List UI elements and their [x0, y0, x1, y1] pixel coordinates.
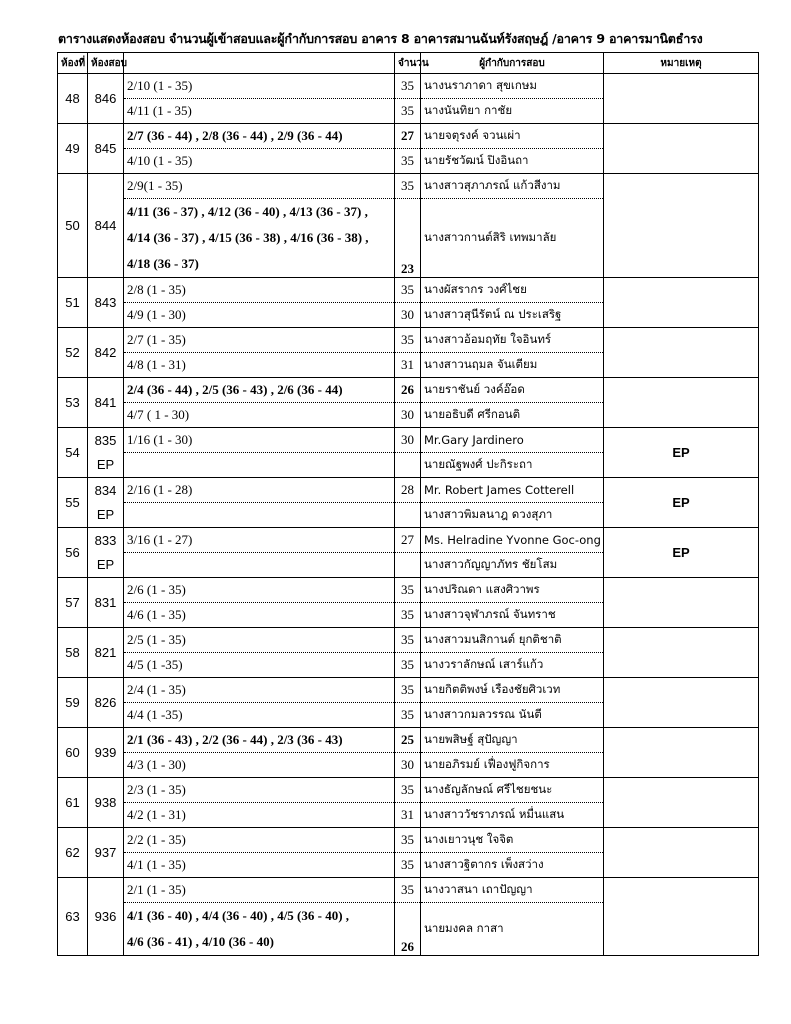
proctor-cell: นายราชันย์ วงค์อ๊อด: [421, 378, 604, 403]
note-cell: [604, 578, 759, 628]
class-range-cell: 4/9 (1 - 30): [124, 303, 395, 328]
proctor-cell: นายอภิรมย์ เฟื่องฟูกิจการ: [421, 753, 604, 778]
exam-room-cell: 938: [88, 778, 124, 828]
class-range-cell: 3/16 (1 - 27): [124, 528, 395, 553]
count-cell: 28: [395, 478, 421, 503]
proctor-cell: นางสาวมนสิกานต์ ยุกติชาติ: [421, 628, 604, 653]
class-range-cell: [124, 453, 395, 478]
exam-room-code: 833: [94, 532, 117, 548]
room-number-cell: 59: [58, 678, 88, 728]
class-range-cell: 4/10 (1 - 35): [124, 149, 395, 174]
count-cell: 35: [395, 578, 421, 603]
proctor-cell: นางสาวนฤมล จันเตียม: [421, 353, 604, 378]
table-row: [58, 124, 759, 149]
note-cell: [604, 828, 759, 878]
header-note: หมายเหตุ: [604, 53, 759, 74]
exam-room-stack: [88, 428, 123, 477]
count-cell: 35: [395, 678, 421, 703]
proctor-cell: นางสาววัชราภรณ์ หมื่นแสน: [421, 803, 604, 828]
count-cell: 35: [395, 328, 421, 353]
class-range-cell: 2/16 (1 - 28): [124, 478, 395, 503]
class-range-cell: 2/1 (36 - 43) , 2/2 (36 - 44) , 2/3 (36 - 43): [124, 728, 395, 753]
count-cell: [395, 553, 421, 578]
class-range-cell: [124, 199, 395, 278]
exam-room-cell: 821: [88, 628, 124, 678]
class-range-cell: [124, 903, 395, 956]
class-range-line: 4/18 (36 - 37): [127, 256, 199, 271]
table-row: [58, 74, 759, 99]
count-cell: 35: [395, 99, 421, 124]
proctor-cell: นางสาวพิมลนาฎ ดวงสุภา: [421, 503, 604, 528]
room-number-cell: 55: [58, 478, 88, 528]
class-range-cell: 2/3 (1 - 35): [124, 778, 395, 803]
class-range-cell: 4/3 (1 - 30): [124, 753, 395, 778]
exam-room-stack: [88, 528, 123, 577]
note-cell: [604, 74, 759, 124]
exam-room-cell: 826: [88, 678, 124, 728]
class-range-cell: 4/5 (1 -35): [124, 653, 395, 678]
exam-room-code: 834: [94, 482, 117, 498]
note-cell: EP: [604, 478, 759, 528]
note-cell: [604, 378, 759, 428]
count-cell: 35: [395, 653, 421, 678]
header-count: จำนวน: [395, 53, 421, 74]
proctor-cell: นางสาวกัญญาภัทร ชัยโสม: [421, 553, 604, 578]
count-cell: 31: [395, 353, 421, 378]
proctor-cell: Mr.Gary Jardinero: [421, 428, 604, 453]
proctor-cell: นางสาวอ้อมฤทัย ใจอินทร์: [421, 328, 604, 353]
class-range-cell: 2/2 (1 - 35): [124, 828, 395, 853]
room-number-cell: 57: [58, 578, 88, 628]
exam-room-cell: 937: [88, 828, 124, 878]
exam-room-cell: 936: [88, 878, 124, 956]
table-header-row: [58, 53, 759, 74]
proctor-cell: Ms. Helradine Yvonne Goc-ong: [421, 528, 604, 553]
exam-room-code: 835: [94, 432, 117, 448]
proctor-cell: นางสาวกมลวรรณ นันตี: [421, 703, 604, 728]
room-number-cell: 50: [58, 174, 88, 278]
count-cell: 35: [395, 174, 421, 199]
count-cell: 35: [395, 853, 421, 878]
room-number-cell: 63: [58, 878, 88, 956]
count-cell: 35: [395, 878, 421, 903]
note-cell: [604, 628, 759, 678]
exam-room-cell: 846: [88, 74, 124, 124]
header-class: [124, 53, 395, 74]
exam-room-cell: 844: [88, 174, 124, 278]
count-cell: 27: [395, 124, 421, 149]
exam-room-cell: [88, 528, 124, 578]
table-row: [58, 628, 759, 653]
class-range-cell: 2/5 (1 - 35): [124, 628, 395, 653]
room-number-cell: 48: [58, 74, 88, 124]
note-cell: EP: [604, 528, 759, 578]
table-row: [58, 478, 759, 503]
count-cell: 35: [395, 628, 421, 653]
class-range-line: 4/1 (36 - 40) , 4/4 (36 - 40) , 4/5 (36 - 40) ,: [127, 908, 350, 923]
note-cell: [604, 278, 759, 328]
proctor-cell: นางเยาวนุช ใจจิต: [421, 828, 604, 853]
exam-room-cell: 845: [88, 124, 124, 174]
proctor-cell: นางปริณดา แสงศิวาพร: [421, 578, 604, 603]
exam-room-stack: [88, 478, 123, 527]
room-number-cell: 58: [58, 628, 88, 678]
exam-room-cell: 939: [88, 728, 124, 778]
note-cell: [604, 778, 759, 828]
class-range-cell: 4/7 ( 1 - 30): [124, 403, 395, 428]
proctor-cell: นางวราลักษณ์ เสาร์แก้ว: [421, 653, 604, 678]
count-cell: 35: [395, 149, 421, 174]
proctor-cell: นายจตุรงค์ จวนเผ่า: [421, 124, 604, 149]
note-cell: [604, 174, 759, 278]
table-row: [58, 328, 759, 353]
table-row: [58, 278, 759, 303]
class-range-cell: 2/7 (36 - 44) , 2/8 (36 - 44) , 2/9 (36 - 44): [124, 124, 395, 149]
room-number-cell: 61: [58, 778, 88, 828]
table-row: [58, 778, 759, 803]
proctor-cell: นางสาวสุภาภรณ์ แก้วสีงาม: [421, 174, 604, 199]
count-cell: [395, 503, 421, 528]
exam-room-cell: [88, 428, 124, 478]
proctor-cell: นายรัชวัฒน์ ปิงอินถา: [421, 149, 604, 174]
count-cell: 30: [395, 303, 421, 328]
table-row: [58, 378, 759, 403]
class-range-cell: 2/4 (36 - 44) , 2/5 (36 - 43) , 2/6 (36 - 44): [124, 378, 395, 403]
count-cell: 30: [395, 428, 421, 453]
count-cell: 31: [395, 803, 421, 828]
page-title: ตารางแสดงห้องสอบ จำนวนผู้เข้าสอบและผู้กำกับการสอบ อาคาร 8 อาคารสมานฉันท์รังสฤษฎ์ /อาคาร 9 อาคารมานิตธำรง: [58, 31, 703, 46]
proctor-cell: นางนราภาดา สุขเกษม: [421, 74, 604, 99]
class-range-cell: 2/8 (1 - 35): [124, 278, 395, 303]
note-cell: [604, 124, 759, 174]
note-cell: EP: [604, 428, 759, 478]
class-range-line: 4/6 (36 - 41) , 4/10 (36 - 40): [127, 934, 274, 949]
exam-room-table: [57, 52, 759, 956]
count-cell: 35: [395, 828, 421, 853]
note-cell: [604, 728, 759, 778]
class-range-cell: [124, 503, 395, 528]
count-cell: 30: [395, 403, 421, 428]
proctor-cell: นางสาวสุนีรัตน์ ณ ประเสริฐ: [421, 303, 604, 328]
note-cell: [604, 328, 759, 378]
class-range-cell: 1/16 (1 - 30): [124, 428, 395, 453]
proctor-cell: นายณัฐพงศ์ ปะกิระถา: [421, 453, 604, 478]
count-cell: [395, 453, 421, 478]
class-range-cell: 2/4 (1 - 35): [124, 678, 395, 703]
exam-room-cell: 842: [88, 328, 124, 378]
table-row: [58, 428, 759, 453]
proctor-cell: นายมงคล กาสา: [421, 903, 604, 956]
exam-room-program: EP: [96, 507, 115, 523]
exam-room-program: EP: [96, 457, 115, 473]
count-cell: 35: [395, 778, 421, 803]
class-range-cell: 2/9(1 - 35): [124, 174, 395, 199]
table-row: [58, 174, 759, 199]
count-cell: 35: [395, 603, 421, 628]
proctor-cell: นายพสิษฐ์ สุปัญญา: [421, 728, 604, 753]
class-range-cell: [124, 553, 395, 578]
table-body: [58, 74, 759, 956]
room-number-cell: 53: [58, 378, 88, 428]
class-range-cell: 2/6 (1 - 35): [124, 578, 395, 603]
class-range-cell: 2/1 (1 - 35): [124, 878, 395, 903]
count-cell: 30: [395, 753, 421, 778]
count-cell: 27: [395, 528, 421, 553]
room-number-cell: 60: [58, 728, 88, 778]
count-cell: 23: [395, 199, 421, 278]
table-row: [58, 728, 759, 753]
header-room-no: ห้องที่: [58, 53, 88, 74]
count-cell: 35: [395, 703, 421, 728]
proctor-cell: Mr. Robert James Cotterell: [421, 478, 604, 503]
class-range-cell: 4/8 (1 - 31): [124, 353, 395, 378]
table-row: [58, 678, 759, 703]
proctor-cell: นางวาสนา เถาปัญญา: [421, 878, 604, 903]
class-range-cell: 4/2 (1 - 31): [124, 803, 395, 828]
exam-room-program: EP: [96, 557, 115, 573]
room-number-cell: 56: [58, 528, 88, 578]
room-number-cell: 54: [58, 428, 88, 478]
exam-room-cell: 843: [88, 278, 124, 328]
exam-room-cell: [88, 478, 124, 528]
proctor-cell: นางสาวกานต์สิริ เทพมาลัย: [421, 199, 604, 278]
note-cell: [604, 678, 759, 728]
class-range-line: 4/11 (36 - 37) , 4/12 (36 - 40) , 4/13 (36 - 37) ,: [127, 204, 368, 219]
proctor-cell: นางผัสรากร วงศ์ไชย: [421, 278, 604, 303]
proctor-cell: นายกิตติพงษ์ เรืองชัยศิวเวท: [421, 678, 604, 703]
room-number-cell: 49: [58, 124, 88, 174]
class-range-cell: 4/4 (1 -35): [124, 703, 395, 728]
room-number-cell: 51: [58, 278, 88, 328]
proctor-cell: นางธัญลักษณ์ ศรีไชยชนะ: [421, 778, 604, 803]
room-number-cell: 62: [58, 828, 88, 878]
exam-room-cell: 831: [88, 578, 124, 628]
count-cell: 35: [395, 74, 421, 99]
count-cell: 26: [395, 903, 421, 956]
count-cell: 26: [395, 378, 421, 403]
exam-room-cell: 841: [88, 378, 124, 428]
proctor-cell: นางนันทิยา กาชัย: [421, 99, 604, 124]
class-range-cell: 4/11 (1 - 35): [124, 99, 395, 124]
table-row: [58, 878, 759, 903]
table-row: [58, 578, 759, 603]
proctor-cell: นางสาวฐิตากร เพ็งสว่าง: [421, 853, 604, 878]
proctor-cell: นายอธิบดี ศรีกอนติ: [421, 403, 604, 428]
class-range-cell: 4/1 (1 - 35): [124, 853, 395, 878]
header-exam-room: ห้องสอบ: [88, 53, 124, 74]
room-number-cell: 52: [58, 328, 88, 378]
class-range-cell: 2/7 (1 - 35): [124, 328, 395, 353]
count-cell: 35: [395, 278, 421, 303]
table-row: [58, 828, 759, 853]
proctor-cell: นางสาวจุฬาภรณ์ จันทราช: [421, 603, 604, 628]
class-range-line: 4/14 (36 - 37) , 4/15 (36 - 38) , 4/16 (36 - 38) ,: [127, 230, 369, 245]
class-range-cell: 4/6 (1 - 35): [124, 603, 395, 628]
note-cell: [604, 878, 759, 956]
header-proctor: ผู้กำกับการสอบ: [421, 53, 604, 74]
count-cell: 25: [395, 728, 421, 753]
class-range-cell: 2/10 (1 - 35): [124, 74, 395, 99]
table-row: [58, 528, 759, 553]
